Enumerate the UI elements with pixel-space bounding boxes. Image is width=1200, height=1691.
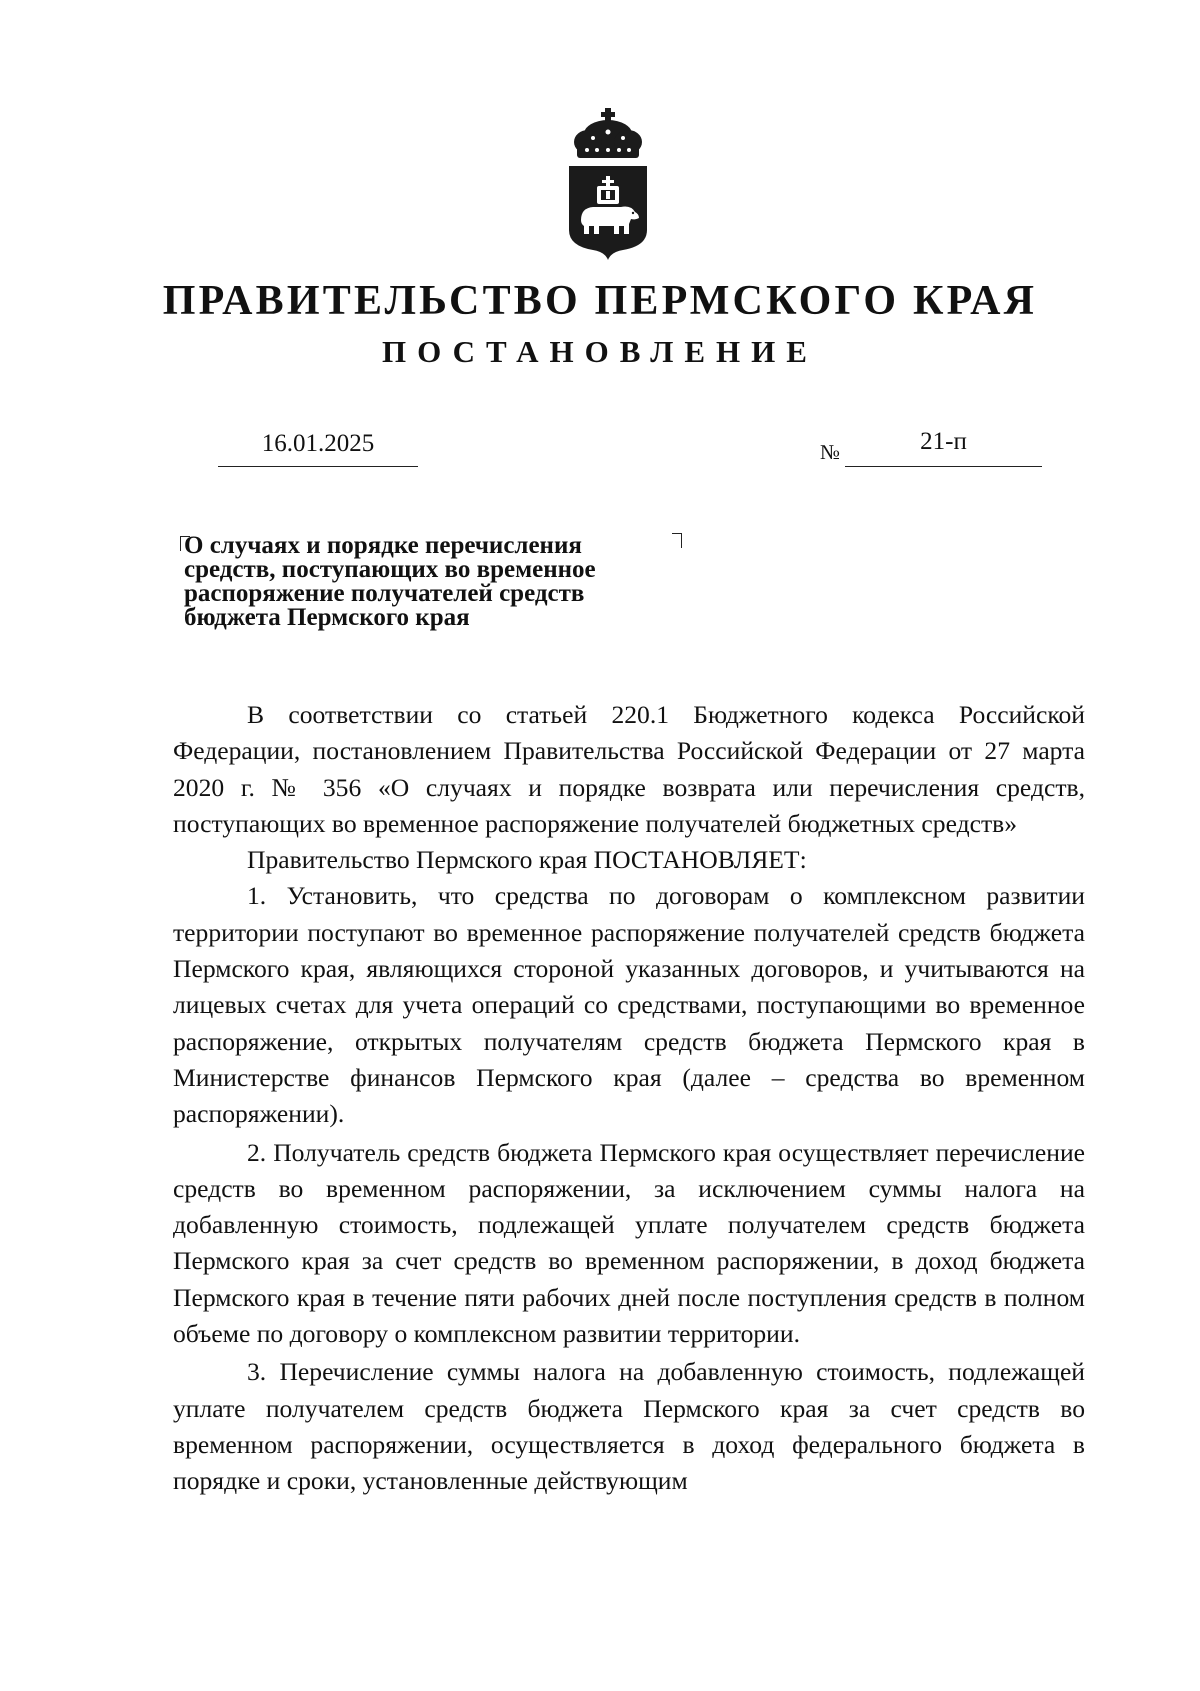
resolution-paragraph: Правительство Пермского края ПОСТАНОВЛЯЕТ: [247, 845, 807, 875]
perm-krai-coat-of-arms-icon [563, 108, 653, 260]
item-1-paragraph: 1. Установить, что средства по договорам о комплексном развитии территории поступают во временное распоряжение получателей средств бюджета Пермского края, являющихся стороной указанных договоров, и учитываются на лицевых счетах для учета операций со средствами, поступающими во временное распоряжение, открытых получателям средств бюджета Пермского края в Министерстве финансов Пермского края (далее – средства во временном распоряжении). [173, 881, 1085, 1129]
document-subject [184, 534, 684, 630]
number-field [845, 424, 1042, 467]
subject-line: бюджета Пермского края [184, 604, 470, 631]
subject-line: О случаях и порядке перечисления [184, 532, 582, 559]
number-sign: № [820, 440, 841, 464]
item-3-paragraph: 3. Перечисление суммы налога на добавленную стоимость, подлежащей уплате получателем средств бюджета Пермского края за счет средств во временном распоряжении, осуществляется в доход федерального бюджета в порядке и сроки, установленные действующим [173, 1357, 1085, 1496]
preamble-paragraph: В соответствии со статьей 220.1 Бюджетного кодекса Российской Федерации, постановлением Правительства Российской Федерации от 27 марта 2020 г. № 356 «О случаях и порядке возврата или перечисления средств, поступающих во временное распоряжение получателей бюджетных средств» [173, 700, 1085, 838]
subject-line: средств, поступающих во временное [184, 556, 596, 583]
document-number: 21-п [920, 428, 967, 455]
subject-line: распоряжение получателей средств [184, 580, 585, 607]
organization-title: ПРАВИТЕЛЬСТВО ПЕРМСКОГО КРАЯ [162, 278, 1038, 324]
date-field [218, 424, 418, 467]
item-2-paragraph: 2. Получатель средств бюджета Пермского края осуществляет перечисление средств во временном распоряжении, за исключением суммы налога на добавленную стоимость, подлежащей уплате получателем средств бюджета Пермского края за счет средств во временном распоряжении, в доход бюджета Пермского края в течение пяти рабочих дней после поступления средств в полном объеме по договору о комплексном развитии территории. [173, 1137, 1085, 1349]
document-body [173, 697, 1085, 1500]
document-date: 16.01.2025 [261, 430, 375, 457]
document-type-heading: ПОСТАНОВЛЕНИЕ [382, 334, 818, 369]
